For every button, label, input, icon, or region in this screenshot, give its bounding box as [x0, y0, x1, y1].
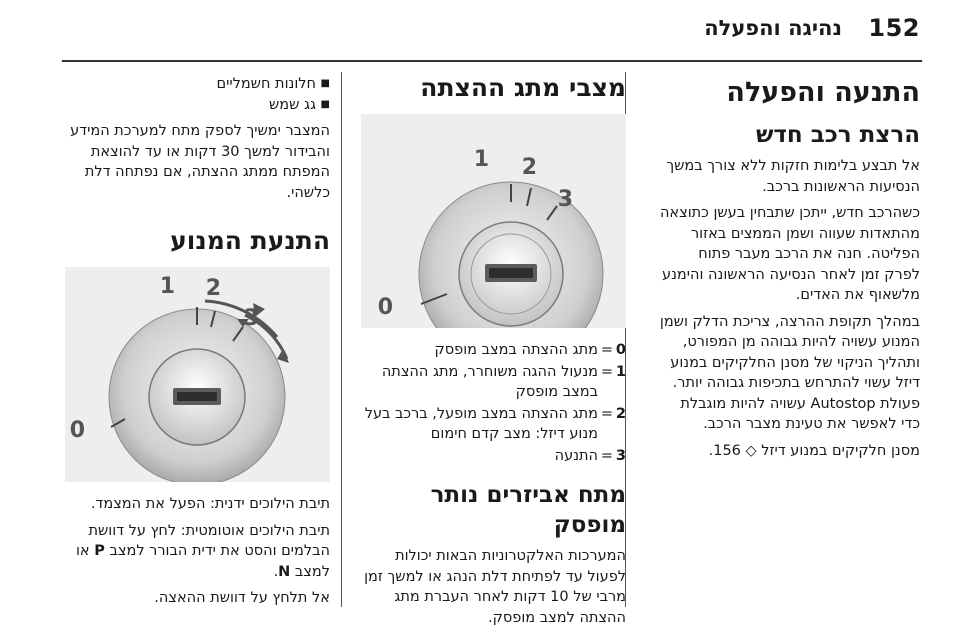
position-label: 1 [159, 274, 175, 299]
header-rule [62, 60, 922, 62]
section-heading: מצבי מתג ההצתה [420, 73, 626, 102]
paragraph-text: תיבת הילוכים אוטומטית: לחץ על דוושת הבלמים והסט את ידית הבורר למצב [88, 522, 330, 559]
position-number: 1 [615, 364, 626, 380]
position-number: 2 [615, 406, 626, 422]
list-item-text: גג שמש [269, 96, 316, 113]
paragraph: המערכות האלקטרוניות הבאות יכולות לפעול עד לפתיחת דלת הנהג או למשך זמן מרבי של 10 דקות לאחר העברת מתג ההצתה למצב מופסק. [364, 548, 626, 626]
paragraph: אל תבצע בלימות חזקות ללא צורך במשך הנסיעות הראשונות ברכב. [666, 158, 920, 195]
position-item: 3 = התנעה [358, 446, 626, 466]
page-number: 152 [868, 14, 920, 42]
middle-column [358, 72, 626, 628]
paragraph: תיבת הילוכים אוטומטית: לחץ על דוושת הבלמים והסט את ידית הבורר למצב P או למצב N. [75, 522, 330, 580]
position-item: 2 = מתג ההצתה במצב מופעל, ברכב בעל מנוע דיזל: מצב קדם חימום [358, 404, 626, 444]
list-item-text: חלונות חשמליים [216, 76, 316, 92]
list-item [60, 74, 330, 95]
position-description: מתג ההצתה במצב מופסק [434, 342, 598, 358]
section-heading: התנעת המנוע [170, 226, 330, 255]
left-column [60, 72, 330, 609]
position-label: 2 [521, 155, 537, 180]
page-header [0, 0, 960, 60]
paragraph: במהלך תקופת ההרצה, צריכת הדלק ושמן המנוע עשויה להיות גבוהה מן המפורט, ותהליך הניקוי של מסנן החלקיקים במנוע דיזל עשוי להתרחש בתכיפות גבוהה יותר. פעולת Autostop עשויה להיות מוגבלת כדי לאפשר את טעינת מצבר הרכב. [659, 313, 920, 432]
position-description: מנעול ההגה משוחרר, מתג ההצתה במצב מופסק [381, 364, 598, 400]
cross-reference: מסנן חלקיקים במנוע דיזל ◇ 156. [708, 442, 920, 459]
gear-position-n: N [278, 563, 291, 580]
position-item: 1 = מנעול ההגה משוחרר, מתג ההצתה במצב מופסק [358, 362, 626, 402]
bullet-square-icon: ■ [320, 78, 330, 89]
paragraph: אל תלחץ על דוושת ההאצה. [154, 590, 330, 606]
section-heading: מתח אביזרים נותר מופסק [430, 482, 626, 538]
position-label: 1 [473, 147, 489, 172]
position-label: 0 [69, 418, 85, 443]
position-label: 3 [557, 187, 573, 212]
position-description: התנעה [554, 448, 598, 464]
gear-position-p: P [94, 543, 105, 559]
right-column [658, 72, 920, 461]
position-item: 0 = מתג ההצתה במצב מופסק [358, 340, 626, 360]
paragraph-text: או למצב [75, 543, 330, 580]
position-description: מתג ההצתה במצב מופעל, ברכב בעל מנוע דיזל: מצב קדם חימום [364, 406, 598, 442]
position-number: 3 [615, 448, 626, 464]
section-heading: הרצת רכב חדש [755, 122, 920, 148]
position-label: 2 [205, 276, 221, 301]
paragraph: תיבת הילוכים ידנית: הפעל את המצמד. [90, 496, 330, 512]
ignition-key-illustration [65, 267, 330, 482]
bullet-square-icon: ■ [320, 98, 330, 110]
paragraph: המצבר ימשיך לספק מתח למערכת המידע והבידור למשך 30 דקות או עד להוצאת המפתח ממתג ההצתה, אם נפתחה דלת כלשהי. [70, 123, 330, 201]
engine-start-figure [65, 267, 330, 482]
ignition-switch-illustration [361, 114, 626, 328]
position-number: 0 [615, 342, 626, 358]
chapter-title: התנעה והפעלה [726, 77, 920, 108]
paragraph: כשהרכב חדש, ייתכן שתבחין בעשן כתוצאה מהתאדות שעווה ושמן הממצים באזור הפליטה. חנה את הרכב מעבר פתוח לפרק זמן לאחר הנסיעה הראשונה והימנע מלשאוף את האדים. [659, 205, 920, 303]
section-title: נהיגה והפעלה [704, 16, 842, 40]
ignition-switch-figure [361, 114, 626, 328]
position-label: 0 [377, 295, 393, 320]
position-label: 3 [243, 306, 259, 331]
column-divider [341, 72, 342, 607]
bullet-list [60, 74, 330, 115]
list-item [60, 95, 330, 116]
position-list [358, 340, 626, 466]
